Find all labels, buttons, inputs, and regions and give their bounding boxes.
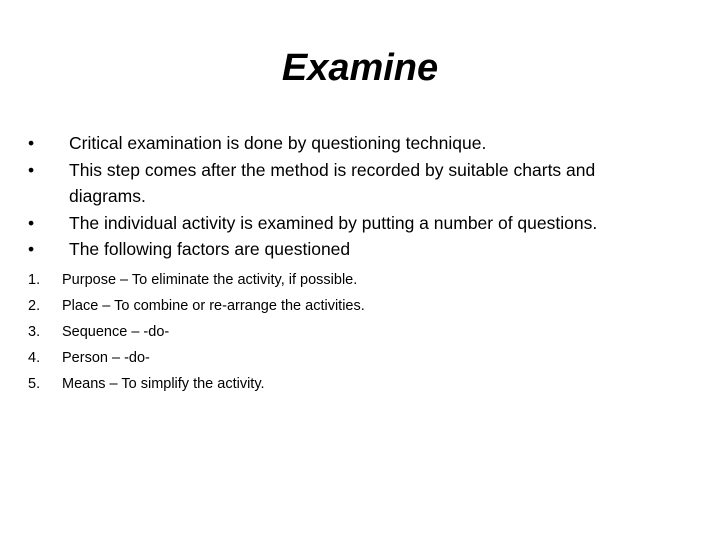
numbered-item-person (28, 345, 668, 371)
bullet-marker: • (28, 212, 35, 233)
bullet-marker: • (28, 159, 35, 180)
numbered-item-means (28, 371, 668, 397)
item-text: Sequence – -do- (62, 324, 170, 340)
bullet-marker: • (28, 133, 35, 153)
item-number: 4. (28, 350, 41, 366)
item-text: Purpose – To eliminate the activity, if possible. (62, 272, 358, 288)
bullet-item (28, 130, 668, 157)
item-text: Place – To combine or re-arrange the activities. (62, 298, 365, 314)
item-number: 5. (28, 376, 41, 392)
numbered-item-purpose (28, 267, 668, 293)
numbered-item-sequence (28, 319, 668, 345)
bullet-text: This step comes after the method is recorded by suitable charts and diagrams. (69, 159, 596, 206)
bullet-marker: • (28, 239, 35, 259)
item-text: Means – To simplify the activity. (62, 376, 265, 392)
numbered-list (28, 267, 668, 397)
numbered-item-place (28, 293, 668, 319)
bullet-text: Critical examination is done by questioning technique. (69, 133, 487, 153)
bullet-item (28, 210, 668, 237)
bullet-text: The individual activity is examined by putting a number of questions. (69, 212, 598, 233)
bullet-item (28, 236, 668, 263)
item-text: Person – -do- (62, 350, 150, 366)
item-number: 2. (28, 298, 41, 314)
slide-title: Examine (281, 47, 439, 89)
item-number: 1. (28, 272, 41, 288)
item-number: 3. (28, 324, 41, 340)
bullet-text: The following factors are questioned (69, 239, 351, 259)
bullet-list (28, 130, 668, 263)
bullet-item (28, 157, 668, 210)
